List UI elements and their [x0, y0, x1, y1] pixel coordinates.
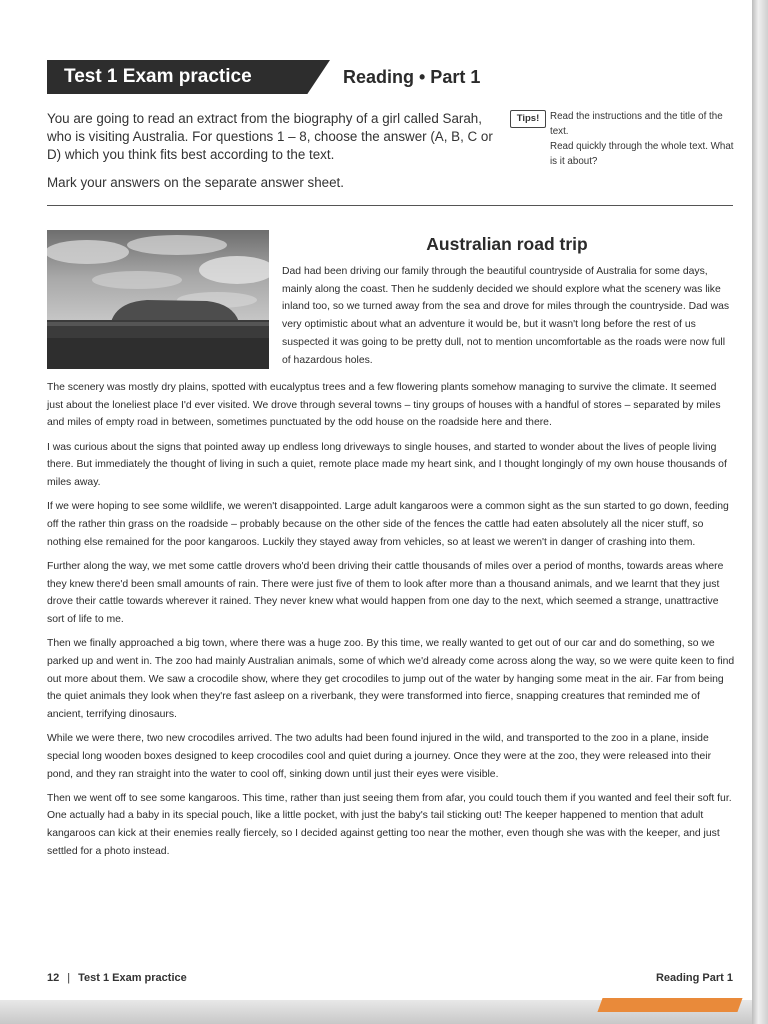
- footer-section-label: Reading Part 1: [655, 972, 733, 984]
- article-paragraph: If we were hoping to see some wildlife, we weren't disappointed. Large adult kangaroos were a common sight as the sun started to go down, feeding off the rather thin grass on the roadside – probably because on the other side of the fences the cattle had eaten absolutely all the nicer stuff, so nothing else remained for the poor kangaroos. Luckily they stayed away from vehicles, so at least we weren't in danger of crashing into them.: [47, 501, 729, 548]
- article-paragraph-1: Dad had been driving our family through the beautiful countryside of Australia for some days, mainly along the coast. Then he suddenly decided we should explore what the scenery was like inland too, so we turned away from the sea and drove for miles through the countryside. Dad was very optimistic about what an adventure it would be, but it wasn't long before the rest of us suspected it was going to be pretty dull, not to mention uncomfortable as the roads were now full of hazardous holes.: [282, 266, 730, 366]
- footer-left: [47, 972, 187, 984]
- uluru-photo: [47, 230, 269, 369]
- footer-test-label: Test 1 Exam practice: [78, 972, 187, 984]
- article-paragraph: I was curious about the signs that pointed away up endless long driveways to single houses, and started to wonder about the lives of people living there. But immediately the thought of living in such a quiet, remote place made my heart sink, and I thought longingly of my own house thousands of miles away.: [47, 441, 727, 489]
- article-body: [47, 379, 735, 867]
- instructions-text: You are going to read an extract from the biography of a girl called Sarah, who is visiting Australia. For questions 1 – 8, choose the answer (A, B, C or D) which you think fits best according to the text.: [47, 111, 493, 162]
- tip-2: Read quickly through the whole text. What is it about?: [550, 141, 734, 167]
- landscape-illustration: [47, 230, 269, 369]
- instructions: [47, 110, 502, 192]
- orange-page-tab: [597, 998, 742, 1012]
- section-title: Reading • Part 1: [343, 67, 481, 87]
- divider: [47, 205, 733, 206]
- tip-1: Read the instructions and the title of the text.: [550, 111, 723, 137]
- answer-sheet-note: Mark your answers on the separate answer sheet.: [47, 175, 344, 190]
- page-edge: [752, 0, 768, 1024]
- article-paragraph: While we were there, two new crocodiles arrived. The two adults had been found injured in the wild, and transported to the zoo in a plane, inside special long wooden boxes designed to keep crocodiles cool and quiet during a journey. Once they were at the zoo, they were released into their pond, and they ran straight into the water to cool off, sinking down until just their eyes were visible.: [47, 733, 712, 780]
- tips-box: [550, 109, 735, 169]
- article-paragraph: Then we finally approached a big town, where there was a huge zoo. By this time, we really wanted to get out of our car and do something, so we parked up and went in. The zoo had mainly Australian animals, some of which we'd already come across along the way, so we were quite keen to find out more about them. We saw a crocodile show, where they get crocodiles to jump out of the water by hanging some meat in the air. Far from being the quiet animals they look when they're fast asleep on a riverbank, they were transformed into fierce, snapping creatures that reminded me of ancient, terrifying dinosaurs.: [47, 638, 735, 720]
- article-paragraph: Further along the way, we met some cattle drovers who'd been driving their cattle thousands of miles over a period of months, towards areas where they knew there'd been small amounts of rain. There were just five of them to look after more than a thousand animals, and we learnt that they just drove their cattle towards wherever it rained. They never knew what would happen from one day to the next, which seemed a strange, unattractive sort of life to me.: [47, 560, 724, 625]
- tips-badge: Tips!: [510, 110, 546, 128]
- article-paragraph: Then we went off to see some kangaroos. This time, rather than just seeing them from afar, you could touch them if you wanted and feel their soft fur. One actually had a baby in its special pouch, like a little pocket, with just the baby's tail sticking out! The keeper happened to mention that adult kangaroos can kick at their enemies really fiercely, so I decided against getting too near the mother, even though she was with the keeper, and just settled for a photo instead.: [47, 792, 732, 857]
- test-title: Test 1 Exam practice: [64, 66, 252, 87]
- article-paragraph: The scenery was mostly dry plains, spotted with eucalyptus trees and a few flowering plants somehow managing to survive the climate. It seemed just about the loneliest place I'd ever visited. We drove through several towns – tiny groups of houses with a handful of stores – separated by miles and miles of empty road in between, sometimes punctuated by the odd house on the roadside here and there.: [47, 382, 721, 429]
- page-number: 12: [47, 972, 60, 984]
- footer-separator: |: [67, 972, 71, 984]
- article-title: Australian road trip: [426, 234, 588, 254]
